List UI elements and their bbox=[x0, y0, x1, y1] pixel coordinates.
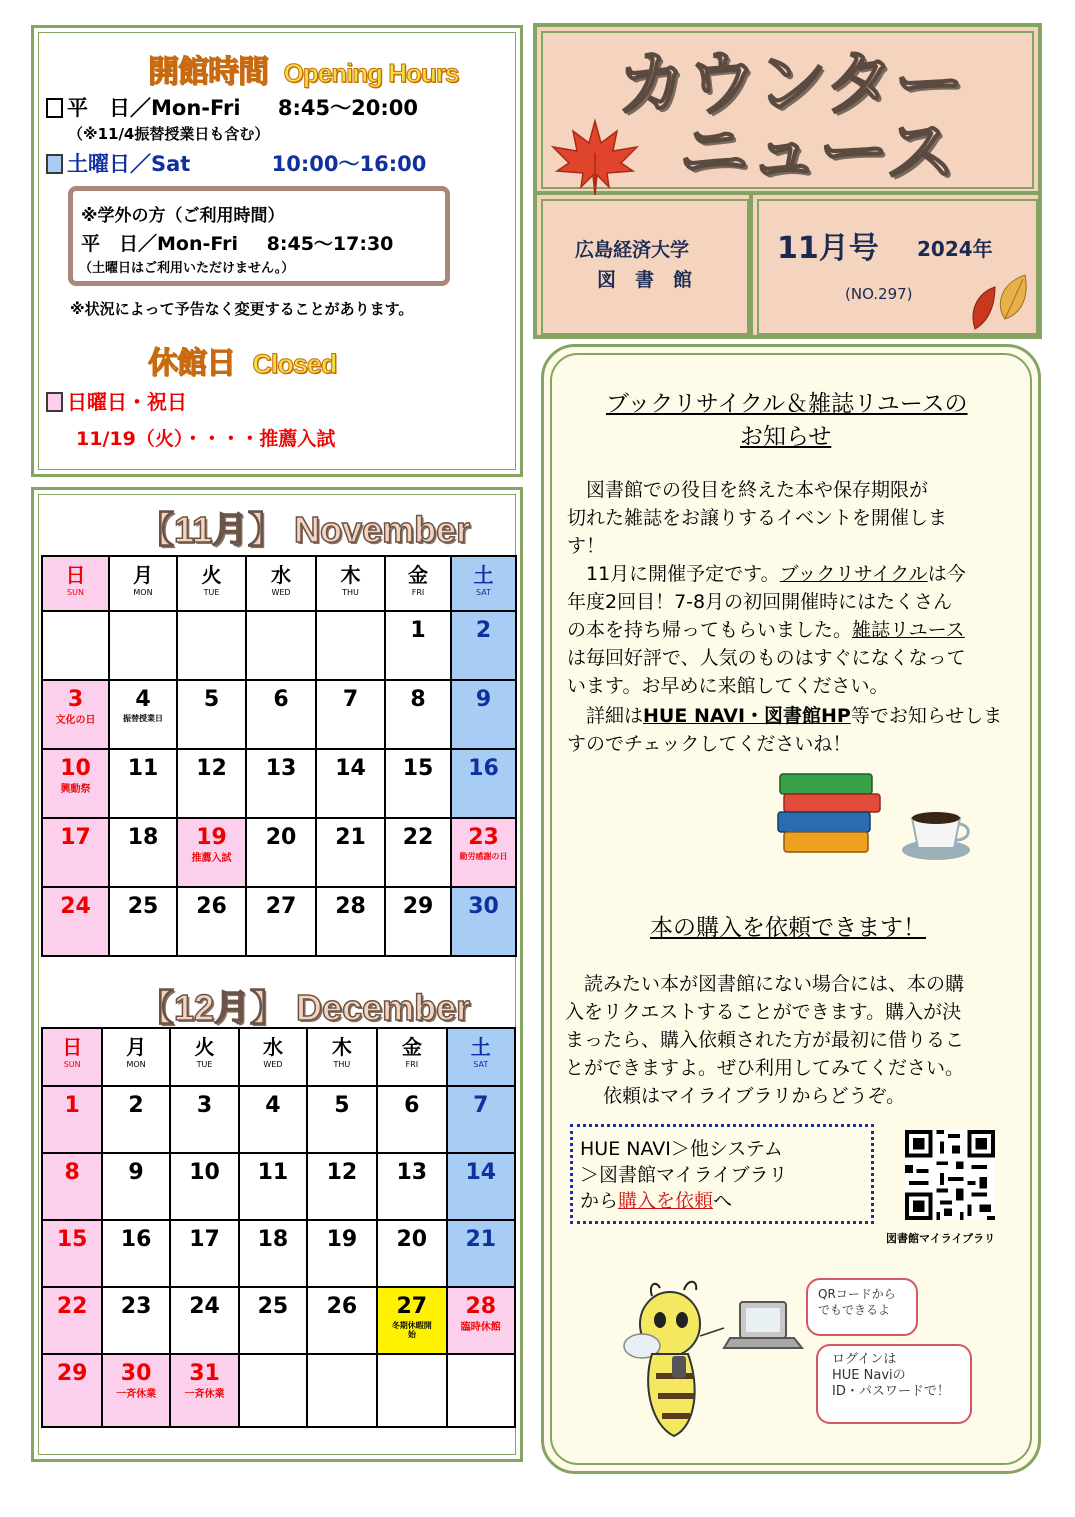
purchase-request-link[interactable]: 購入を依頼 bbox=[618, 1190, 714, 1212]
day-note: 文化の日 bbox=[55, 715, 96, 726]
weekday-header bbox=[177, 556, 246, 611]
calendar-week-row bbox=[42, 680, 516, 749]
bubble-text: でもできるよ bbox=[818, 1303, 891, 1317]
day-number: 16 bbox=[120, 1227, 152, 1252]
weekday-header bbox=[307, 1028, 377, 1086]
day-note: 臨時休館 bbox=[460, 1322, 501, 1333]
calendar-day-cell bbox=[377, 1153, 446, 1220]
day-number: 6 bbox=[404, 1093, 420, 1118]
weekday-jp: 木 bbox=[340, 563, 361, 587]
maple-leaf-icon bbox=[545, 113, 645, 199]
weekday-label: 平 日／Mon-Fri bbox=[67, 96, 241, 120]
day-number: 17 bbox=[189, 1227, 220, 1252]
news-title-line1: カウンター bbox=[617, 45, 965, 123]
calendar-day-cell bbox=[239, 1220, 306, 1287]
saturday-time: 10:00～16:00 bbox=[271, 152, 427, 176]
speech-bubble-qr bbox=[806, 1278, 918, 1336]
day-number: 17 bbox=[60, 825, 91, 850]
recycle-text-line: 切れた雑誌をお譲りするイベントを開催しま bbox=[567, 507, 948, 529]
day-note: 一斉休業 bbox=[116, 1389, 157, 1400]
day-number: 14 bbox=[465, 1160, 497, 1185]
day-number: 10 bbox=[60, 756, 91, 781]
day-note: 推薦入試 bbox=[191, 853, 232, 864]
weekday-jp: 金 bbox=[408, 563, 428, 587]
calendar-day-cell bbox=[316, 887, 385, 956]
calendar-day-cell bbox=[42, 1287, 102, 1354]
recycle-text-line: すのでチェックしてくださいね！ bbox=[567, 733, 852, 755]
calendar-day-cell bbox=[42, 1220, 102, 1287]
calendar-day-cell bbox=[307, 1287, 377, 1354]
calendar-day-cell bbox=[385, 749, 451, 818]
weekday-jp: 木 bbox=[331, 1035, 352, 1059]
calendar-day-cell bbox=[307, 1220, 377, 1287]
calendar-day-cell bbox=[109, 680, 177, 749]
guest-hours-title: ※学外の方（ご利用時間） bbox=[81, 206, 285, 226]
day-number: 19 bbox=[196, 825, 227, 850]
weekday-header bbox=[377, 1028, 446, 1086]
closed-extra: 11/19（火）・・・・推薦入試 bbox=[76, 428, 336, 450]
calendar-day-cell bbox=[447, 1287, 515, 1354]
calendar-day-cell bbox=[102, 1354, 169, 1427]
calendar-day-cell bbox=[42, 1153, 102, 1220]
weekday-note: （※11/4振替授業日も含む） bbox=[68, 125, 270, 143]
weekday-header bbox=[447, 1028, 515, 1086]
weekday-en: SUN bbox=[67, 588, 84, 597]
saturday-hours-row bbox=[46, 148, 426, 178]
text-run: は今 bbox=[927, 563, 966, 585]
recycle-text-line: 図書館での役目を終えた本や保存期限が bbox=[567, 479, 929, 501]
calendar-day-cell bbox=[42, 749, 109, 818]
recycle-text-line bbox=[567, 616, 965, 644]
purchase-route-box bbox=[570, 1124, 874, 1224]
calendar-day-cell bbox=[246, 680, 316, 749]
calendar-day-cell bbox=[451, 887, 516, 956]
day-number: 23 bbox=[120, 1294, 152, 1319]
calendar-day-cell bbox=[385, 887, 451, 956]
day-number bbox=[308, 1355, 376, 1363]
weekday-header-row bbox=[42, 556, 516, 611]
weekday-header bbox=[42, 556, 109, 611]
day-number: 1 bbox=[64, 1093, 80, 1118]
counter-news-header bbox=[533, 23, 1042, 339]
day-number: 22 bbox=[402, 825, 434, 850]
purchase-text-line: 読みたい本が図書館にない場合には、本の購 bbox=[565, 973, 965, 995]
day-number: 26 bbox=[196, 894, 227, 919]
weekday-jp: 日 bbox=[65, 563, 86, 587]
weekday-en: FRI bbox=[405, 1060, 419, 1069]
calendar-day-cell bbox=[42, 1354, 102, 1427]
day-number: 13 bbox=[265, 756, 297, 781]
calendar-day-cell bbox=[102, 1153, 169, 1220]
day-number: 24 bbox=[60, 894, 91, 919]
day-number bbox=[247, 612, 315, 620]
calendar-week-row bbox=[42, 1287, 515, 1354]
day-note: 振替授業日 bbox=[123, 714, 163, 723]
weekday-en: THU bbox=[333, 1060, 351, 1069]
book-recycle-term: ブックリサイクル bbox=[779, 563, 928, 585]
closed-days-row bbox=[46, 386, 187, 415]
day-number: 11 bbox=[257, 1160, 289, 1185]
calendar-day-cell bbox=[42, 680, 109, 749]
day-number: 1 bbox=[410, 618, 426, 643]
recycle-text-line bbox=[567, 702, 1002, 730]
calendar-day-cell bbox=[307, 1086, 377, 1153]
weekday-en: FRI bbox=[411, 588, 425, 597]
guest-note: （土曜日はご利用いただけません。） bbox=[79, 261, 295, 276]
day-number: 19 bbox=[326, 1227, 358, 1252]
day-number bbox=[43, 612, 108, 620]
day-number: 16 bbox=[468, 756, 499, 781]
text-run: の本を持ち帰ってもらいました。 bbox=[567, 619, 853, 641]
calendar-day-cell bbox=[451, 818, 516, 887]
text-run: へ bbox=[713, 1190, 733, 1212]
day-number: 8 bbox=[410, 687, 426, 712]
weekday-jp: 月 bbox=[126, 1035, 147, 1059]
weekday-jp: 日 bbox=[62, 1035, 83, 1059]
weekday-jp: 金 bbox=[401, 1035, 422, 1059]
text-run: から bbox=[580, 1190, 619, 1212]
day-number: 9 bbox=[475, 687, 492, 712]
text-run: 詳細は bbox=[567, 705, 644, 727]
calendar-day-cell bbox=[447, 1354, 515, 1427]
day-number bbox=[317, 612, 384, 620]
november-title: 【11月】 November bbox=[138, 509, 471, 550]
calendar-day-cell bbox=[239, 1287, 306, 1354]
weekday-jp: 水 bbox=[271, 563, 291, 587]
calendar-day-cell bbox=[307, 1354, 377, 1427]
calendar-week-row bbox=[42, 818, 516, 887]
calendar-day-cell bbox=[177, 887, 246, 956]
day-number: 7 bbox=[342, 687, 359, 712]
calendar-day-cell bbox=[307, 1153, 377, 1220]
weekday-en: THU bbox=[342, 588, 359, 597]
day-number: 6 bbox=[273, 687, 289, 712]
saturday-label: 土曜日／Sat bbox=[67, 152, 191, 176]
calendar-day-cell bbox=[377, 1287, 446, 1354]
calendar-day-cell bbox=[377, 1086, 446, 1153]
calendar-day-cell bbox=[246, 887, 316, 956]
weekday-header bbox=[239, 1028, 306, 1086]
issue-month: 11月号 bbox=[777, 231, 879, 266]
day-number: 25 bbox=[127, 894, 159, 919]
day-number: 5 bbox=[334, 1093, 350, 1118]
calendar-day-cell bbox=[109, 818, 177, 887]
calendar-day-cell bbox=[377, 1354, 446, 1427]
calendar-day-cell bbox=[170, 1354, 239, 1427]
calendar-day-cell bbox=[447, 1086, 515, 1153]
autumn-leaves-icon bbox=[965, 271, 1037, 337]
purchase-text-line: 入をリクエストすることができます。購入が決 bbox=[565, 1001, 962, 1023]
qr-caption: 図書館マイライブラリ bbox=[886, 1232, 996, 1245]
day-note: 勤労感謝の日 bbox=[459, 852, 508, 861]
opening-hours-title-jp: 開館時間 bbox=[148, 54, 268, 89]
weekday-jp: 土 bbox=[470, 1035, 491, 1059]
change-note: ※状況によって予告なく変更することがあります。 bbox=[70, 300, 414, 318]
calendar-day-cell bbox=[109, 887, 177, 956]
calendar-week-row bbox=[42, 887, 516, 956]
day-number: 4 bbox=[135, 687, 151, 712]
library-name: 図 書 館 bbox=[597, 269, 693, 291]
guest-weekday-label: 平 日／Mon-Fri bbox=[81, 233, 239, 255]
org-name: 広島経済大学 bbox=[575, 239, 690, 261]
weekday-en: SAT bbox=[476, 588, 491, 597]
weekday-en: TUE bbox=[196, 1060, 213, 1069]
recycle-text-line: います。お早めに来館してください。 bbox=[567, 675, 889, 697]
day-number: 3 bbox=[196, 1093, 213, 1118]
day-number bbox=[110, 612, 176, 620]
day-number: 2 bbox=[128, 1093, 144, 1118]
calendar-week-row bbox=[42, 1220, 515, 1287]
calendar-day-cell bbox=[316, 611, 385, 680]
recycle-heading-line2: お知らせ bbox=[740, 424, 832, 450]
december-title: 【12月】 December bbox=[138, 987, 471, 1028]
guest-weekday-row bbox=[81, 229, 393, 256]
purchase-heading: 本の購入を依頼できます！ bbox=[650, 915, 926, 941]
weekday-jp: 火 bbox=[194, 1035, 215, 1059]
opening-hours-title-en: Opening Hours bbox=[283, 58, 459, 88]
weekday-en: MON bbox=[133, 588, 153, 597]
calendar-day-cell bbox=[239, 1153, 306, 1220]
weekday-jp: 土 bbox=[473, 563, 494, 587]
day-number bbox=[448, 1355, 514, 1363]
day-number: 30 bbox=[120, 1361, 152, 1386]
weekday-header bbox=[246, 556, 316, 611]
closed-title-jp: 休館日 bbox=[148, 347, 235, 380]
recycle-text-line: 年度2回目！7-8月の初回開催時にはたくさん bbox=[567, 591, 953, 613]
weekday-header bbox=[109, 556, 177, 611]
calendar-day-cell bbox=[109, 749, 177, 818]
november-calendar bbox=[41, 555, 517, 957]
weekday-jp: 火 bbox=[201, 563, 222, 587]
calendar-day-cell bbox=[385, 818, 451, 887]
weekday-header bbox=[102, 1028, 169, 1086]
calendar-day-cell bbox=[316, 818, 385, 887]
calendar-day-cell bbox=[246, 611, 316, 680]
calendar-day-cell bbox=[102, 1086, 169, 1153]
weekday-en: SAT bbox=[473, 1060, 489, 1069]
weekday-en: TUE bbox=[203, 588, 220, 597]
day-number: 21 bbox=[465, 1227, 497, 1252]
calendar-day-cell bbox=[42, 887, 109, 956]
day-number: 9 bbox=[128, 1160, 144, 1185]
calendar-day-cell bbox=[177, 749, 246, 818]
books-coffee-icon bbox=[770, 768, 980, 868]
december-calendar bbox=[41, 1027, 516, 1428]
day-number: 27 bbox=[396, 1294, 428, 1319]
bubble-text: HUE Naviの bbox=[832, 1368, 906, 1383]
calendar-day-cell bbox=[170, 1220, 239, 1287]
hue-navi-link-text: HUE NAVI・図書館HP bbox=[643, 705, 851, 727]
day-number: 20 bbox=[265, 825, 297, 850]
weekday-header bbox=[385, 556, 451, 611]
calendar-day-cell bbox=[177, 611, 246, 680]
bubble-text: ID・パスワードで！ bbox=[832, 1384, 950, 1399]
day-number: 30 bbox=[468, 894, 499, 919]
day-number: 12 bbox=[326, 1160, 358, 1185]
calendar-day-cell bbox=[447, 1220, 515, 1287]
calendar-day-cell bbox=[316, 680, 385, 749]
weekday-header bbox=[316, 556, 385, 611]
day-number: 22 bbox=[56, 1294, 88, 1319]
day-number: 14 bbox=[335, 756, 366, 781]
calendar-day-cell bbox=[451, 749, 516, 818]
calendar-week-row bbox=[42, 749, 516, 818]
route-line2: ＞図書館マイライブラリ bbox=[580, 1164, 788, 1186]
calendar-day-cell bbox=[177, 818, 246, 887]
magazine-reuse-term: 雑誌リユース bbox=[852, 619, 965, 641]
weekday-jp: 水 bbox=[262, 1035, 283, 1059]
day-number: 28 bbox=[335, 894, 366, 919]
issue-number: (NO.297) bbox=[845, 285, 913, 303]
day-number bbox=[378, 1355, 445, 1363]
text-run: 等でお知らせしま bbox=[850, 705, 1003, 727]
closed-title-en: Closed bbox=[252, 349, 337, 379]
bubble-text: QRコードから bbox=[818, 1287, 896, 1301]
purchase-text-line: まったら、購入依頼された方が最初に借りるこ bbox=[565, 1029, 965, 1051]
recycle-text-line bbox=[567, 560, 966, 588]
calendar-day-cell bbox=[239, 1086, 306, 1153]
guest-hours-box bbox=[68, 186, 450, 286]
day-number: 2 bbox=[475, 618, 492, 643]
qr-code-icon[interactable] bbox=[904, 1130, 996, 1220]
route-line3 bbox=[580, 1187, 732, 1215]
day-number: 15 bbox=[56, 1227, 88, 1252]
calendar-day-cell bbox=[177, 680, 246, 749]
closed-days: 日曜日・祝日 bbox=[67, 390, 187, 414]
weekday-hours-row bbox=[46, 92, 418, 122]
calendar-day-cell bbox=[385, 611, 451, 680]
weekday-en: SUN bbox=[63, 1060, 81, 1069]
calendar-day-cell bbox=[377, 1220, 446, 1287]
day-number: 4 bbox=[265, 1093, 281, 1118]
day-note: 一斉休業 bbox=[184, 1389, 225, 1400]
text-run: 11月に開催予定です。 bbox=[567, 563, 780, 585]
day-number: 7 bbox=[473, 1093, 489, 1118]
weekday-jp: 月 bbox=[133, 563, 153, 587]
day-note: 興動祭 bbox=[60, 784, 91, 795]
day-number: 8 bbox=[64, 1160, 80, 1185]
weekday-en: WED bbox=[271, 588, 291, 597]
day-number: 27 bbox=[265, 894, 297, 919]
calendar-week-row bbox=[42, 1153, 515, 1220]
calendar-day-cell bbox=[102, 1220, 169, 1287]
route-line1: HUE NAVI＞他システム bbox=[580, 1138, 783, 1160]
opening-hours-panel bbox=[31, 25, 523, 477]
day-number: 3 bbox=[67, 687, 84, 712]
day-number: 10 bbox=[189, 1160, 220, 1185]
day-number: 24 bbox=[189, 1294, 220, 1319]
calendar-day-cell bbox=[316, 749, 385, 818]
closed-legend-square bbox=[46, 392, 63, 412]
day-number: 12 bbox=[196, 756, 227, 781]
calendar-day-cell bbox=[451, 680, 516, 749]
calendar-day-cell bbox=[109, 611, 177, 680]
calendar-week-row bbox=[42, 1354, 515, 1427]
header-vertical-divider bbox=[749, 191, 753, 335]
day-number: 23 bbox=[468, 825, 499, 850]
day-number: 13 bbox=[396, 1160, 428, 1185]
day-number bbox=[178, 612, 245, 620]
bubble-text: ログインは bbox=[832, 1352, 897, 1367]
weekday-header bbox=[42, 1028, 102, 1086]
calendar-day-cell bbox=[170, 1086, 239, 1153]
calendar-day-cell bbox=[170, 1153, 239, 1220]
day-number: 18 bbox=[257, 1227, 289, 1252]
speech-bubble-login bbox=[816, 1344, 972, 1424]
weekday-time: 8:45～20:00 bbox=[277, 96, 418, 120]
calendar-day-cell bbox=[447, 1153, 515, 1220]
issue-year: 2024年 bbox=[917, 237, 993, 261]
purchase-text-line: 依頼はマイライブラリからどうぞ。 bbox=[565, 1085, 906, 1107]
weekday-legend-square bbox=[46, 98, 63, 118]
weekday-en: MON bbox=[126, 1060, 146, 1069]
calendar-week-row bbox=[42, 611, 516, 680]
calendar-day-cell bbox=[246, 818, 316, 887]
opening-hours-title bbox=[148, 46, 458, 91]
weekday-header bbox=[170, 1028, 239, 1086]
calendar-day-cell bbox=[239, 1354, 306, 1427]
day-number: 26 bbox=[326, 1294, 358, 1319]
day-number: 18 bbox=[127, 825, 159, 850]
calendar-day-cell bbox=[42, 818, 109, 887]
guest-weekday-time: 8:45～17:30 bbox=[266, 233, 394, 255]
day-number: 15 bbox=[402, 756, 434, 781]
calendar-day-cell bbox=[102, 1287, 169, 1354]
calendar-week-row bbox=[42, 1086, 515, 1153]
day-number: 29 bbox=[56, 1361, 88, 1386]
closed-title bbox=[148, 338, 336, 382]
calendar-day-cell bbox=[170, 1287, 239, 1354]
recycle-text-line: は毎回好評で、人気のものはすぐになくなって bbox=[567, 647, 966, 669]
day-number: 20 bbox=[396, 1227, 428, 1252]
calendar-day-cell bbox=[246, 749, 316, 818]
day-number: 25 bbox=[257, 1294, 289, 1319]
day-number: 29 bbox=[402, 894, 434, 919]
calendar-day-cell bbox=[42, 611, 109, 680]
calendar-day-cell bbox=[42, 1086, 102, 1153]
day-note: 冬期休暇開始 bbox=[391, 1321, 432, 1339]
recycle-text-line: す！ bbox=[567, 535, 606, 557]
day-number: 11 bbox=[127, 756, 159, 781]
day-number: 5 bbox=[203, 687, 220, 712]
news-title-line2: ニュース bbox=[679, 113, 956, 191]
day-number: 28 bbox=[465, 1294, 497, 1319]
day-number: 31 bbox=[189, 1361, 220, 1386]
weekday-header-row bbox=[42, 1028, 515, 1086]
weekday-en: WED bbox=[263, 1060, 283, 1069]
day-number: 21 bbox=[335, 825, 366, 850]
calendar-day-cell bbox=[385, 680, 451, 749]
bee-mascot-icon bbox=[612, 1276, 822, 1446]
purchase-text-line: とができますよ。ぜひ利用してみてください。 bbox=[565, 1057, 965, 1079]
calendar-day-cell bbox=[451, 611, 516, 680]
day-number bbox=[240, 1355, 305, 1363]
saturday-legend-square bbox=[46, 154, 63, 174]
weekday-header bbox=[451, 556, 516, 611]
recycle-heading-line1: ブックリサイクル＆雑誌リユースの bbox=[606, 391, 968, 417]
